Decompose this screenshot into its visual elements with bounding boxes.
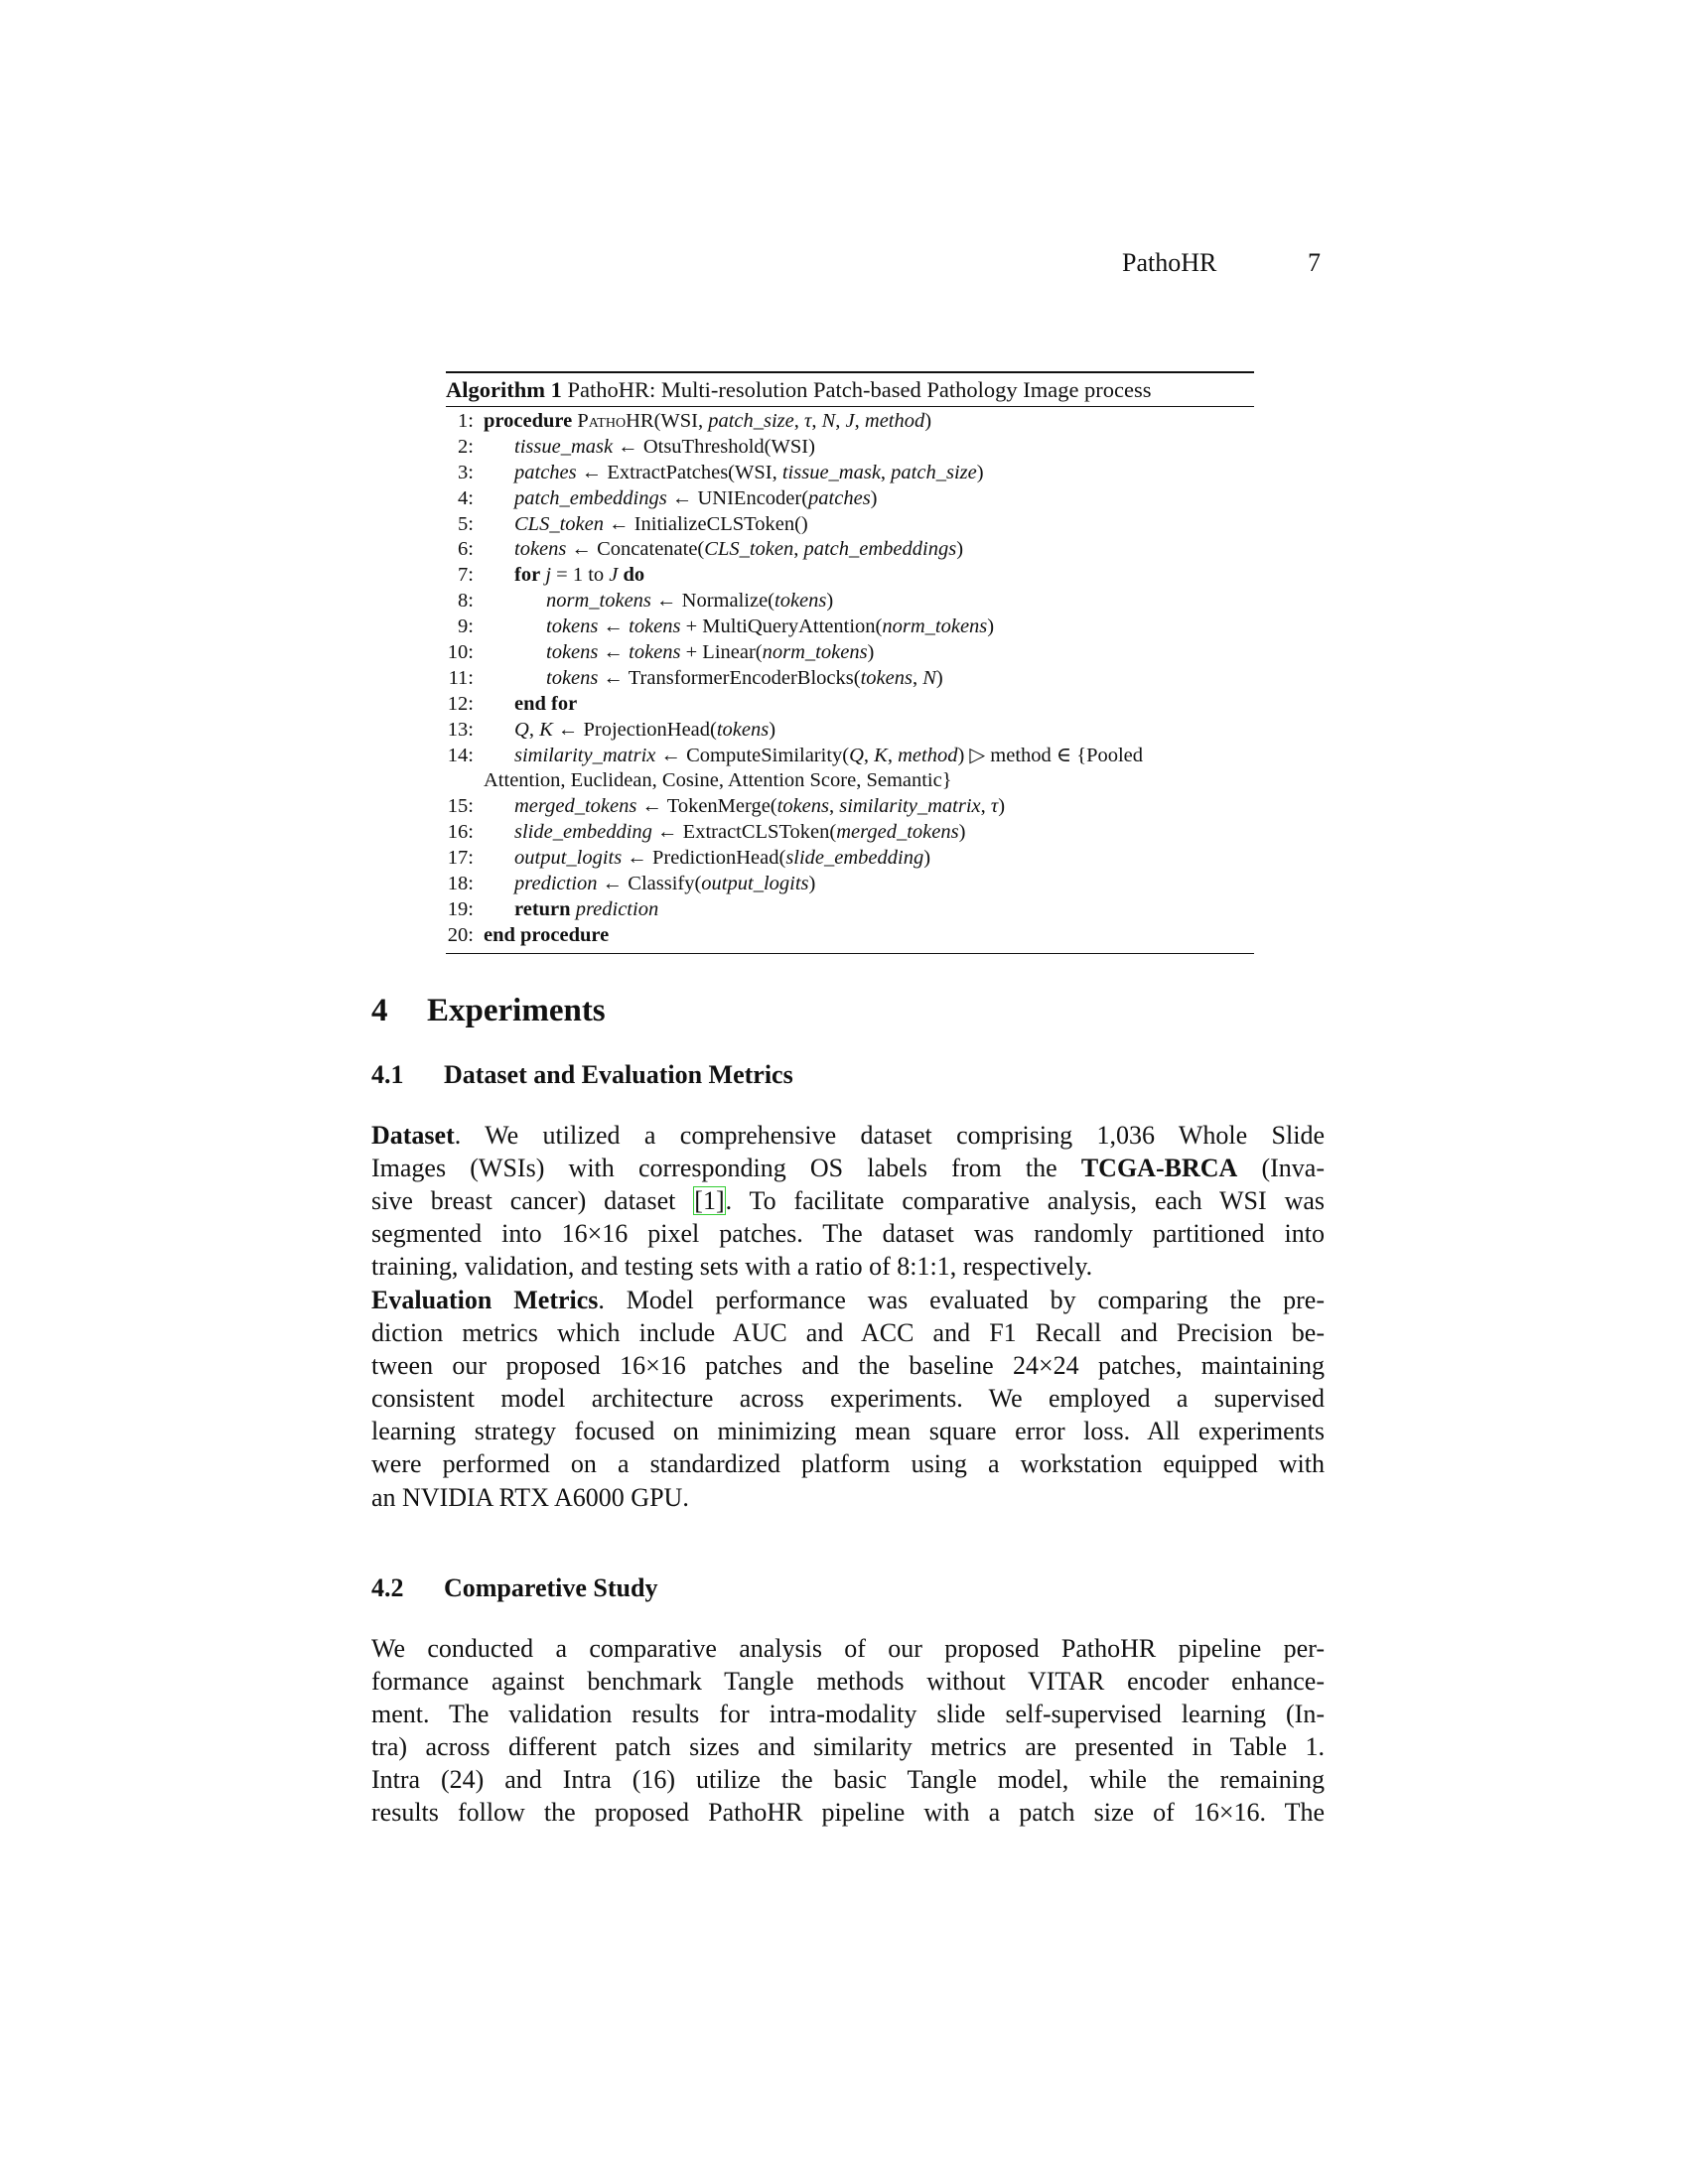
algorithm-line-text: patch_embeddings ← UNIEncoder(patches) — [514, 486, 878, 509]
running-title: PathoHR — [1122, 248, 1217, 277]
algorithm-line-text: Q, K ← ProjectionHead(tokens) — [514, 718, 776, 741]
algorithm-line-text: tokens ← tokens + MultiQueryAttention(norm_tokens) — [546, 615, 995, 638]
algorithm-line-number: 14: — [447, 744, 474, 766]
algorithm-line — [446, 692, 1254, 718]
paragraph-line: formance against benchmark Tangle methods without VITAR encoder enhance- — [371, 1667, 1325, 1697]
algorithm-line-number: 20: — [447, 923, 474, 946]
algorithm-line — [446, 897, 1254, 923]
subsection-title: Comparetive Study — [444, 1573, 658, 1602]
algorithm-line-text: norm_tokens ← Normalize(tokens) — [546, 590, 834, 613]
algorithm-block — [446, 371, 1254, 954]
paragraph-line: Dataset. We utilized a comprehensive dataset comprising 1,036 Whole Slide — [371, 1121, 1325, 1150]
algorithm-line — [446, 666, 1254, 692]
algorithm-line — [446, 486, 1254, 512]
paragraph-line: sive breast cancer) dataset [1]. To facilitate comparative analysis, each WSI was — [371, 1186, 1326, 1216]
algorithm-line-number: 11: — [448, 666, 474, 689]
algorithm-line-number: 9: — [458, 615, 474, 638]
section-heading-experiments — [371, 993, 606, 1029]
algorithm-caption — [446, 373, 1254, 407]
paragraph-line: results follow the proposed PathoHR pipeline with a patch size of 16×16. The — [371, 1798, 1325, 1828]
algorithm-line — [446, 614, 1254, 640]
section-title: Experiments — [427, 993, 606, 1028]
paragraph-line: Images (WSIs) with corresponding OS labels from the TCGA-BRCA (Inva- — [371, 1154, 1326, 1183]
algorithm-line — [446, 640, 1254, 666]
algorithm-line-number: 19: — [447, 897, 474, 920]
algorithm-line — [446, 563, 1254, 589]
algorithm-line-text: procedure PathoHR(WSI, patch_size, τ, N, J, method) — [484, 410, 932, 432]
paragraph-evaluation-metrics — [371, 1284, 1325, 1514]
algorithm-line-number: 8: — [458, 590, 474, 613]
paragraph-line: tween our proposed 16×16 patches and the baseline 24×24 patches, maintaining — [371, 1351, 1325, 1381]
algorithm-bottom-rule — [446, 953, 1254, 954]
algorithm-line-text: merged_tokens ← TokenMerge(tokens, similarity_matrix, τ) — [514, 795, 1006, 818]
paragraph-line: training, validation, and testing sets with a ratio of 8:1:1, respectively. — [371, 1252, 1093, 1282]
paragraph-line: consistent model architecture across experiments. We employed a supervised — [371, 1384, 1325, 1414]
algorithm-line-number: 16: — [447, 821, 474, 844]
algorithm-line — [446, 589, 1254, 614]
subsection-number: 4.2 — [371, 1573, 404, 1602]
algorithm-line — [446, 461, 1254, 486]
algorithm-line — [446, 923, 1254, 949]
algorithm-line-number: 6: — [458, 538, 474, 561]
paragraph-line: learning strategy focused on minimizing mean square error loss. All experiments — [371, 1417, 1325, 1446]
paragraph-dataset — [371, 1119, 1325, 1283]
algorithm-line-number: 5: — [458, 512, 474, 535]
algorithm-line-text: for j = 1 to J do — [514, 564, 645, 587]
algorithm-line — [446, 744, 1254, 769]
algorithm-line-text: patches ← ExtractPatches(WSI, tissue_mask, patch_size) — [514, 461, 984, 483]
algorithm-line-text: Attention, Euclidean, Cosine, Attention Score, Semantic} — [484, 769, 952, 792]
algorithm-line-text: CLS_token ← InitializeCLSToken() — [514, 512, 808, 535]
paragraph-line: diction metrics which include AUC and ACC and F1 Recall and Precision be- — [371, 1318, 1325, 1348]
algorithm-line-text: tokens ← tokens + Linear(norm_tokens) — [546, 641, 875, 664]
algorithm-line-text: tokens ← Concatenate(CLS_token, patch_embeddings) — [514, 538, 964, 561]
paragraph-line: Intra (24) and Intra (16) utilize the basic Tangle model, while the remaining — [371, 1765, 1325, 1795]
algorithm-label: Algorithm 1 — [446, 377, 562, 402]
paragraph-line: We conducted a comparative analysis of our proposed PathoHR pipeline per- — [371, 1634, 1325, 1663]
algorithm-caption-text: PathoHR: Multi-resolution Patch-based Pathology Image process — [567, 377, 1152, 402]
algorithm-line — [446, 435, 1254, 461]
algorithm-line-number: 12: — [447, 692, 474, 715]
algorithm-line-number: 3: — [458, 461, 474, 483]
section-number: 4 — [371, 993, 388, 1028]
algorithm-line — [446, 872, 1254, 897]
algorithm-line-number: 1: — [458, 410, 474, 432]
paragraph-line: Evaluation Metrics. Model performance was evaluated by comparing the pre- — [371, 1286, 1325, 1314]
algorithm-line-number: 15: — [447, 795, 474, 818]
algorithm-line — [446, 768, 1254, 794]
algorithm-line-text: slide_embedding ← ExtractCLSToken(merged_tokens) — [514, 821, 966, 844]
algorithm-line-text: prediction ← Classify(output_logits) — [514, 873, 816, 895]
algorithm-line-text: tokens ← TransformerEncoderBlocks(tokens, N) — [546, 666, 943, 689]
algorithm-line-number: 4: — [458, 486, 474, 509]
algorithm-line — [446, 718, 1254, 744]
algorithm-line — [446, 846, 1254, 872]
algorithm-line — [446, 409, 1254, 435]
algorithm-line-text: similarity_matrix ← ComputeSimilarity(Q, K, method) ▷ method ∈ {Pooled — [514, 744, 1144, 766]
algorithm-line — [446, 512, 1254, 538]
algorithm-line-number: 18: — [447, 873, 474, 895]
algorithm-line-text: tissue_mask ← OtsuThreshold(WSI) — [514, 435, 815, 458]
algorithm-lines — [446, 407, 1254, 949]
algorithm-line-text: end procedure — [484, 923, 610, 946]
algorithm-line-number: 13: — [447, 718, 474, 741]
algorithm-line-number: 7: — [458, 564, 474, 587]
algorithm-line — [446, 537, 1254, 563]
subsection-title: Dataset and Evaluation Metrics — [444, 1060, 793, 1089]
paragraph-comparative-study — [371, 1632, 1325, 1830]
algorithm-line-number: 17: — [447, 847, 474, 870]
paragraph-line: were performed on a standardized platform using a workstation equipped with — [371, 1449, 1325, 1479]
subsection-heading-dataset — [371, 1060, 793, 1090]
page-number: 7 — [1308, 248, 1321, 277]
paragraph-line: an NVIDIA RTX A6000 GPU. — [371, 1482, 689, 1512]
algorithm-line-text: output_logits ← PredictionHead(slide_embedding) — [514, 847, 931, 870]
paragraph-line: ment. The validation results for intra-modality slide self-supervised learning (In- — [371, 1700, 1325, 1729]
subsection-heading-comparative-study — [371, 1573, 657, 1603]
algorithm-line — [446, 794, 1254, 820]
algorithm-line-number: 2: — [458, 435, 474, 458]
paragraph-line: segmented into 16×16 pixel patches. The dataset was randomly partitioned into — [371, 1219, 1325, 1249]
paragraph-line: tra) across different patch sizes and similarity metrics are presented in Table 1. — [371, 1732, 1325, 1762]
subsection-number: 4.1 — [371, 1060, 404, 1089]
algorithm-line-text: return prediction — [514, 897, 659, 920]
algorithm-line-number: 10: — [447, 641, 474, 664]
algorithm-line-text: end for — [514, 692, 578, 715]
algorithm-line — [446, 820, 1254, 846]
